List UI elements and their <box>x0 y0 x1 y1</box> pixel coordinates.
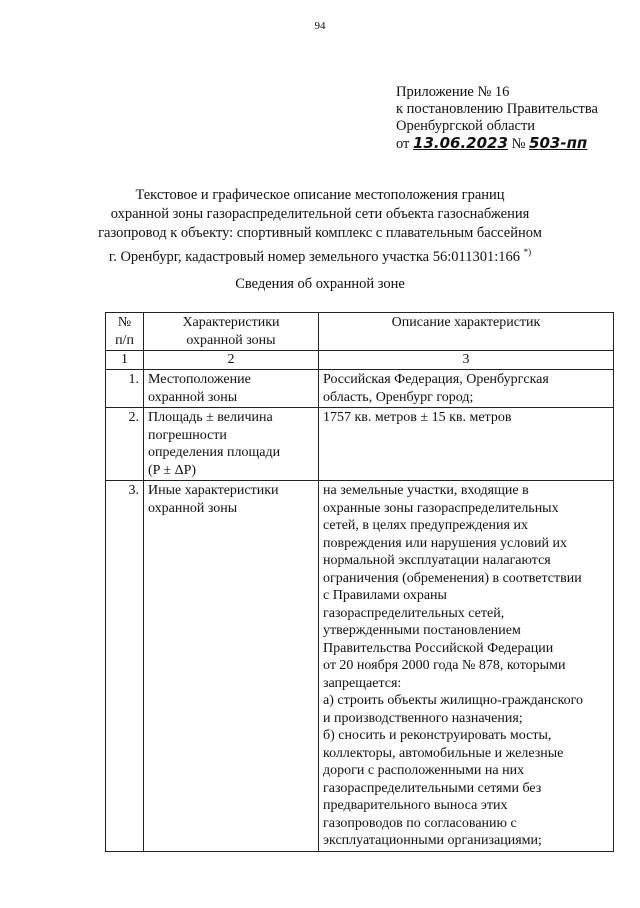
title-line-3: газопровод к объекту: спортивный комплекс с плавательным бассейном <box>98 225 542 241</box>
cell-line: определения площади <box>148 445 281 460</box>
cell-line: (P ± ΔP) <box>148 462 197 478</box>
page-number: 94 <box>314 20 326 32</box>
cell-line: коллекторы, автомобильные и железные <box>323 745 564 761</box>
cell-line: Иные характеристики <box>148 483 279 498</box>
header-description-line: Описание характеристик <box>391 315 541 330</box>
appendix-line-1: Приложение № 16 <box>396 84 510 100</box>
appendix-block <box>396 84 598 153</box>
cell-line: область, Оренбург город; <box>323 389 474 405</box>
cell-line: сетей, в целях предупреждения их <box>323 518 528 533</box>
from-prefix: от <box>396 136 410 152</box>
cell-line: Местоположение <box>148 372 251 387</box>
footnote-mark: *) <box>523 247 532 257</box>
title-line-1: Текстовое и графическое описание местоположения границ <box>135 187 505 203</box>
row-description <box>319 370 614 408</box>
column-number: 2 <box>144 351 319 370</box>
title-line-2: охранной зоны газораспределительной сети объекта газоснабжения <box>110 206 530 222</box>
cell-line: от 20 ноября 2000 года № 878, которыми <box>323 658 566 673</box>
cell-line: газопроводов по согласованию с <box>323 815 517 831</box>
cell-line: а) строить объекты жилищно-гражданского <box>323 693 583 708</box>
table-row <box>106 408 614 481</box>
cell-line: дороги с расположенными на них <box>323 763 525 778</box>
header-characteristics-line: Характеристики <box>182 315 280 330</box>
row-number: 1. <box>106 370 144 408</box>
document-title <box>60 186 580 267</box>
cell-line: газораспределительными сетями без <box>323 780 542 796</box>
cell-line: охранной зоны <box>148 389 238 405</box>
title-line-4-wrap <box>60 243 580 267</box>
cell-line: запрещается: <box>323 675 402 691</box>
header-description <box>319 313 614 351</box>
column-numbering-row <box>106 351 614 370</box>
row-characteristic <box>144 370 319 408</box>
column-number: 3 <box>319 351 614 370</box>
cell-line: утвержденными постановлением <box>323 623 521 638</box>
table-row <box>106 370 614 408</box>
cell-line: на земельные участки, входящие в <box>323 483 529 498</box>
cell-line: эксплуатационными организациями; <box>323 833 542 848</box>
number-prefix: № <box>511 136 526 152</box>
cell-line: с Правилами охраны <box>323 588 447 603</box>
title-line-4: г. Оренбург, кадастровый номер земельного участка 56:011301:166 <box>108 248 520 265</box>
appendix-line-3: Оренбургской области <box>396 118 536 134</box>
table-row <box>106 481 614 852</box>
section-title: Сведения об охранной зоне <box>235 276 405 292</box>
cell-line: предварительного выноса этих <box>323 798 508 813</box>
row-number: 2. <box>106 408 144 481</box>
protection-zone-table <box>105 312 614 852</box>
handwritten-number: 503-пп <box>529 134 588 152</box>
handwritten-date: 13.06.2023 <box>413 134 508 152</box>
appendix-line-2: к постановлению Правительства <box>396 101 598 117</box>
cell-line: Российская Федерация, Оренбургская <box>323 372 549 387</box>
row-number: 3. <box>106 481 144 852</box>
appendix-date-line <box>396 135 598 153</box>
cell-line: погрешности <box>148 427 227 443</box>
cell-line: Площадь ± величина <box>148 410 273 425</box>
header-number-line: № <box>117 315 132 330</box>
cell-line: ограничения (обременения) в соответствии <box>323 570 582 586</box>
header-characteristics-line: охранной зоны <box>186 332 276 348</box>
header-number <box>106 313 144 351</box>
header-number-line: п/п <box>115 332 134 348</box>
header-characteristics <box>144 313 319 351</box>
cell-line: 1757 кв. метров ± 15 кв. метров <box>323 410 512 425</box>
table-header-row <box>106 313 614 351</box>
cell-line: и производственного назначения; <box>323 710 523 726</box>
column-number: 1 <box>106 351 144 370</box>
row-description <box>319 408 614 481</box>
row-description <box>319 481 614 852</box>
row-characteristic <box>144 481 319 852</box>
cell-line: б) сносить и реконструировать мосты, <box>323 728 552 743</box>
cell-line: Правительства Российской Федерации <box>323 640 554 656</box>
cell-line: охранной зоны <box>148 500 238 516</box>
cell-line: повреждения или нарушения условий их <box>323 535 567 551</box>
row-characteristic <box>144 408 319 481</box>
cell-line: газораспределительных сетей, <box>323 605 505 621</box>
cell-line: нормальной эксплуатации налагаются <box>323 553 551 568</box>
cell-line: охранные зоны газораспределительных <box>323 500 559 516</box>
